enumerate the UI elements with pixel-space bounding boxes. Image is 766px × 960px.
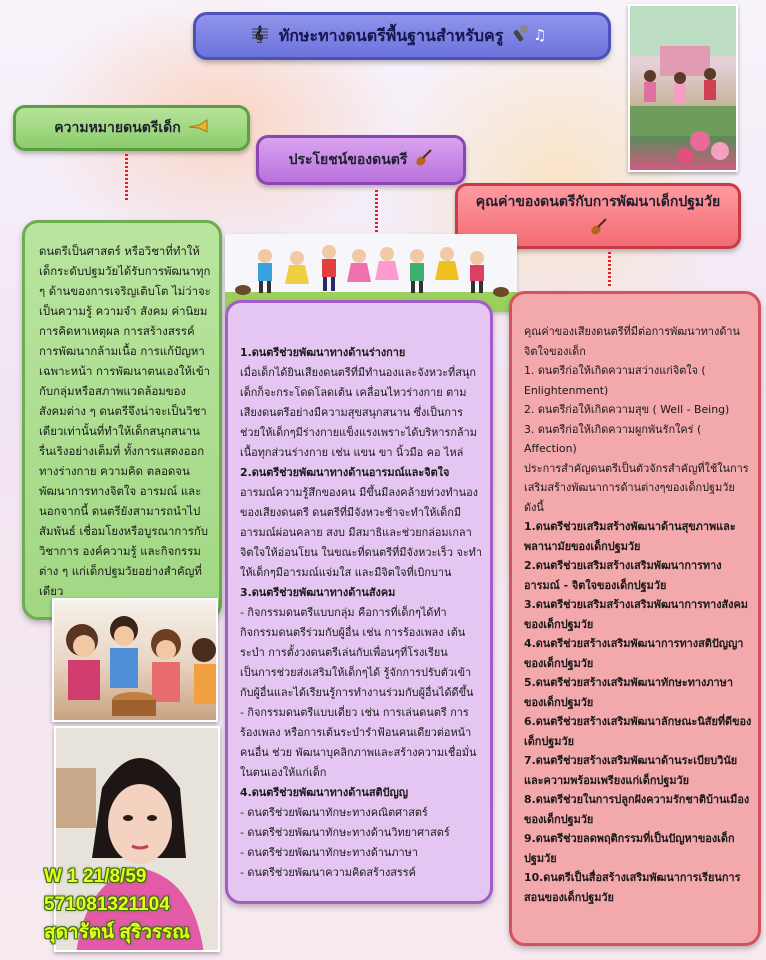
value-box-line: 3.ดนตรีช่วยเสริมสร้างเสริมพัฒนาการทางสังคมของเด็กปฐมวัย <box>524 598 748 631</box>
value-box-line: 7.ดนตรีช่วยสร้างเสริมพัฒนาด้านระเบียบวินัยและความพร้อมเพรียงแก่เด็กปฐมวัย <box>524 754 738 787</box>
page-title <box>193 12 611 60</box>
value-box-line: 8.ดนตรีช่วยในการปลูกฝังความรักชาติบ้านเมืองของเด็กปฐมวัย <box>524 793 750 826</box>
benefit-box-line: - ดนตรีช่วยพัฒนาความคิดสร้างสรรค์ <box>240 866 416 879</box>
benefit-connector <box>375 190 378 232</box>
signature-date: W 1 21/8/59 <box>44 866 147 887</box>
classroom-photo <box>628 4 738 172</box>
music-clef-icon <box>251 25 269 47</box>
value-box-line: 6.ดนตรีช่วยสร้างเสริมพัฒนาลักษณะนิสัยที่ดีของเด็กปฐมวัย <box>524 715 752 748</box>
benefit-box-line: 4.ดนตรีช่วยพัฒนาทางด้านสติปัญญ <box>240 786 409 799</box>
value-box-line: ประการสำคัญดนตรีเป็นตัวจักรสำคัญที่ใช้ในการเสริมสร้างพัฒนาการด้านต่างๆของเด็กปฐมวัย ดังนี้ <box>524 461 749 514</box>
value-box-line: 2. ดนตรีก่อให้เกิดความสุข ( Well - Being) <box>524 403 730 416</box>
signature-name: สุดารัตน์ สุริวรรณ <box>44 922 190 943</box>
meaning-header-text: ความหมายดนตรีเด็ก <box>54 120 181 136</box>
benefit-box-line: 2.ดนตรีช่วยพัฒนาทางด้านอารมณ์และจิตใจ <box>240 466 450 479</box>
benefit-box-line: - ดนตรีช่วยพัฒนาทักษะทางด้านภาษา <box>240 846 418 859</box>
benefit-box-line: - ดนตรีช่วยพัฒนาทักษะทางคณิตศาสตร์ <box>240 806 428 819</box>
benefit-box-line: - กิจกรรมดนตรีแบบเดี่ยว เช่น การเล่นดนตรี การร้องเพลง หรือการเต้นระบำรำฟ้อนคนเดียวต่อหน้าคนอื่น ช่วย พัฒนาบุคลิกภาพและสร้างความเชื่อมั่นในตนเองให้แก่เด็ก <box>240 706 477 779</box>
svg-text:𝄞: 𝄞 <box>253 25 264 43</box>
meaning-text: ดนตรีเป็นศาสตร์ หรือวิชาที่ทำให้เด็กระดับปฐมวัยได้รับการพัฒนาทุก ๆ ด้านของการเจริญเติบโต ไม่ว่าจะเป็นความรู้ ความจำ สังคม ค่านิยม การคิดหาเหตุผล การสร้างสรรค์ การพัฒนากล้ามเนื้อ การแก้ปัญหาเฉพาะหน้า การพัฒนาตนเองให้เข้ากับกลุ่มหรือสภาพแวดล้อมของสังคมต่าง ๆ ดนตรีจึงน่าจะเป็นวิชาเดียวเท่านั้นที่ทำให้เด็กสนุกสนานรื่นเริงอย่างเต็มที่ ทั้งการแสดงออกทางร่างกาย ความคิด ตลอดจนพัฒนาการทางจิตใจ อารมณ์ และนอกจากนี้ ดนตรียังสามารถนำไปสัมพันธ์ เชื่อมโยงหรือบูรณาการกับวิชาการ องค์ความรู้ และกิจกรรมต่าง ๆ แก่เด็กปฐมวัยอย่างสำคัญที่เดียว <box>39 244 211 598</box>
microphone-notes-icon <box>513 24 553 48</box>
meaning-box <box>22 220 222 620</box>
benefit-box-line: 1.ดนตรีช่วยพัฒนาทางด้านร่างกาย <box>240 346 406 359</box>
benefit-box-line: อารมณ์ความรู้สึกของคน มีขึ้นมีลงคล้ายท่วงทำนองของเสียงดนตรี ดนตรีที่มีจังหวะช้าจะทำให้เด็กมีอารมณ์ผ่อนคลาย สงบ มีสมาธิและช่วยกล่อมเกลาจิตใจให้อ่อนโยน ในขณะที่ดนตรีที่มีจังหวะเร็ว จะทำให้เด็กๆมีอารมณ์แจ่มใส และมีจิตใจที่เบิกบาน <box>240 486 482 579</box>
value-box-line: 4.ดนตรีช่วยสร้างเสริมพัฒนาการทางสติปัญญาของเด็กปฐมวัย <box>524 637 744 670</box>
violin-icon <box>588 217 608 241</box>
signature-student-id: 571081321104 <box>44 894 170 915</box>
value-box-line: 1. ดนตรีก่อให้เกิดความสว่างแก่จิตใจ ( Enlightenment) <box>524 364 706 397</box>
benefit-header <box>256 135 466 185</box>
page-title-text: ทักษะทางดนตรีพื้นฐานสำหรับครู <box>278 25 504 45</box>
value-box-line: 10.ดนตรีเป็นสื่อสร้างเสริมพัฒนาการเรียนการสอนของเด็กปฐมวัย <box>524 871 741 904</box>
benefit-box-line: - ดนตรีช่วยพัฒนาทักษะทางด้านวิทยาศาสตร์ <box>240 826 450 839</box>
svg-text:♫: ♫ <box>533 26 547 44</box>
value-box-line: คุณค่าของเสียงดนตรีที่มีต่อการพัฒนาทางด้านจิตใจของเด็ก <box>524 325 740 358</box>
violin-icon <box>413 148 433 172</box>
meaning-connector <box>125 154 128 200</box>
value-box-line: 5.ดนตรีช่วยสร้างเสริมพัฒนาทักษะทางภาษาของเด็กปฐมวัย <box>524 676 733 709</box>
value-box <box>509 291 761 946</box>
value-box-line: 1.ดนตรีช่วยเสริมสร้างพัฒนาด้านสุขภาพและพลานามัยของเด็กปฐมวัย <box>524 520 736 553</box>
value-connector <box>608 252 611 288</box>
meaning-header <box>13 105 250 151</box>
value-header-text: คุณค่าของดนตรีกับการพัฒนาเด็กปฐมวัย <box>475 194 721 210</box>
kids-playing-photo <box>52 598 218 722</box>
benefit-box <box>225 300 493 904</box>
author-photo <box>54 726 220 952</box>
benefit-box-line: - กิจกรรมดนตรีแบบกลุ่ม คือการที่เด็กๆได้ทำกิจกรรมดนตรีร่วมกับผู้อื่น เช่น การร้องเพลง เต้นระบำ การตั้งวงดนตรีเล่นกับเพื่อนๆที่โรงเรียน เป็นการช่วยส่งเสริมให้เด็กๆได้ รู้จักการปรับตัวเข้ากับผู้อื่นและได้เรียนรู้การทำงานร่วมกับผู้อื่นได้ดีขึ้น <box>240 606 474 699</box>
benefit-box-line: 3.ดนตรีช่วยพัฒนาทางด้านสังคม <box>240 586 396 599</box>
value-box-line: 9.ดนตรีช่วยลดพฤติกรรมที่เป็นปัญหาของเด็กปฐมวัย <box>524 832 735 865</box>
benefit-box-line: เมื่อเด็กได้ยินเสียงดนตรีที่มีทำนองและจังหวะที่สนุก เด็กก็จะกระโดดโลดเต้น เคลื่อนไหวร่างกาย ตามเสียงดนตรีอย่างมีความสุขสนุกสนาน ซึ่งเป็นการช่วยให้เด็กๆมีร่างกายแข็งแรงเพราะได้บริหารกล้ามเนื้อทุกส่วนร่างกาย เช่น แขน ขา นิ้วมือ คอ ไหล่ <box>240 366 477 459</box>
value-box-line: 2.ดนตรีช่วยเสริมสร้างเสริมพัฒนาการทางอารมณ์ - จิตใจของเด็กปฐมวัย <box>524 559 722 592</box>
trumpet-icon <box>187 118 209 138</box>
value-box-line: 3. ดนตรีก่อให้เกิดความผูกพันรักใคร่ ( Affection) <box>524 422 702 455</box>
benefit-header-text: ประโยชน์ของดนตรี <box>288 152 408 168</box>
